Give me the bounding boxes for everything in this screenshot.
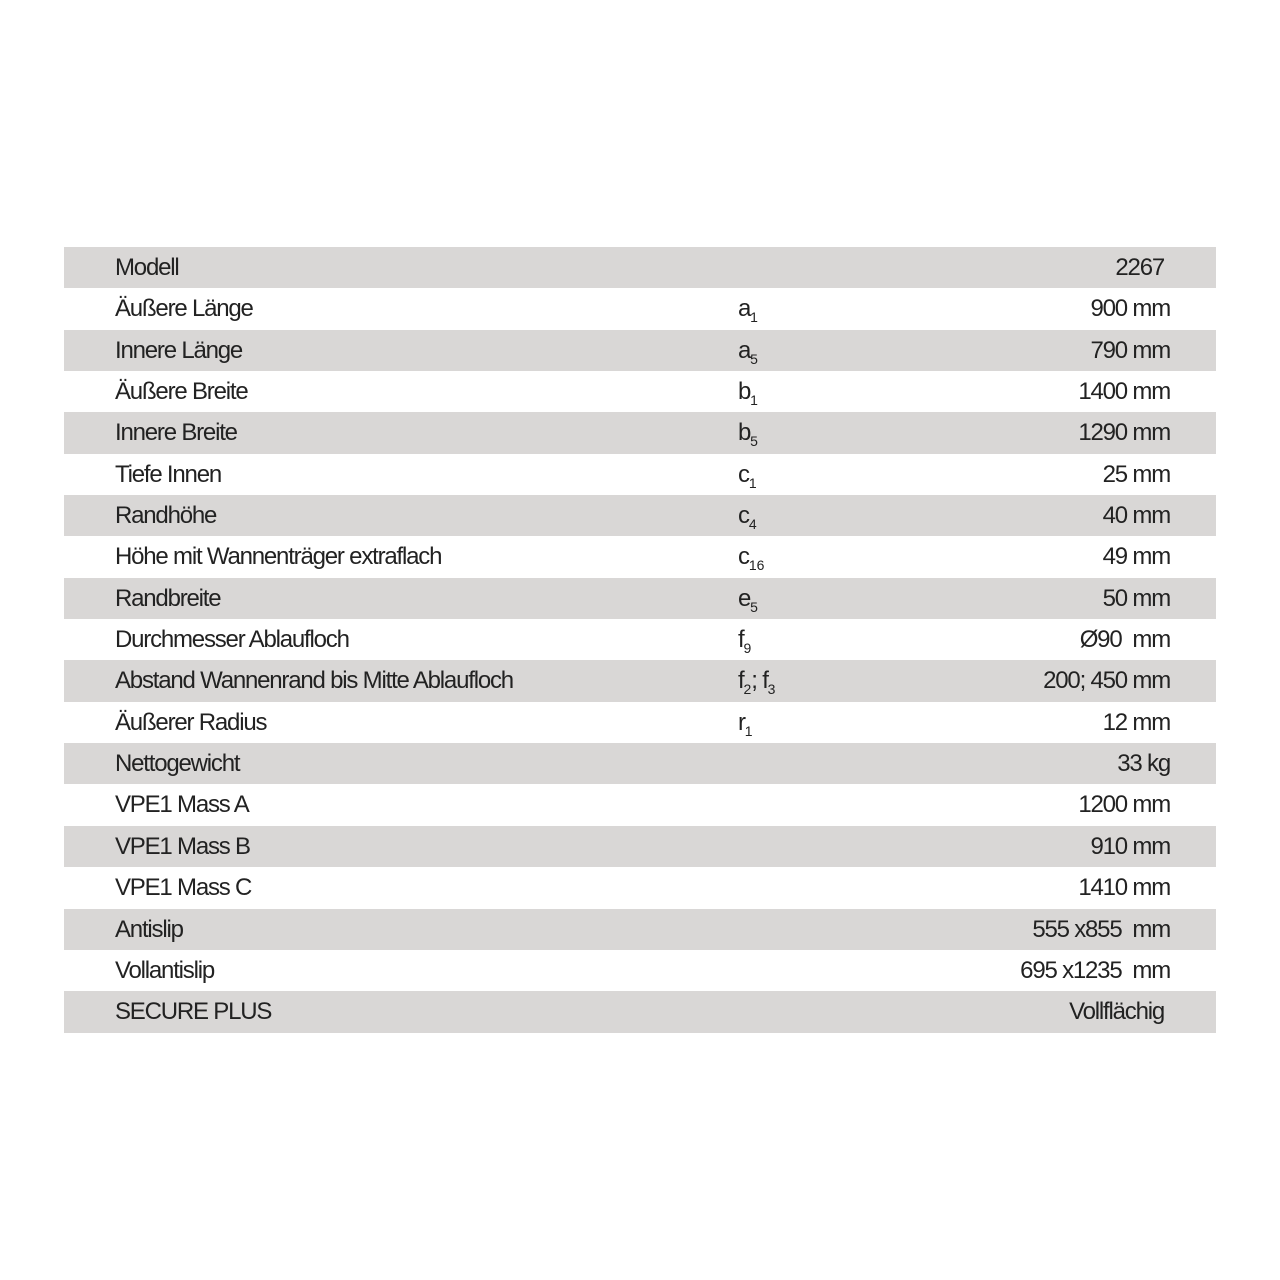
spec-value: 910 mm <box>1090 832 1170 860</box>
spec-label: VPE1 Mass C <box>115 874 252 902</box>
spec-label: Antislip <box>115 915 183 943</box>
spec-value: 200; 450 mm <box>1043 667 1170 695</box>
spec-symbol: $f_9$ <box>738 626 752 657</box>
spec-value: 33 kg <box>1117 750 1170 778</box>
spec-row-aeussere-laenge <box>64 288 1216 329</box>
spec-row-randbreite <box>64 578 1216 619</box>
spec-value: 50 mm <box>1102 584 1170 612</box>
spec-value: 49 mm <box>1102 543 1170 571</box>
spec-row-nettogewicht <box>64 743 1216 784</box>
spec-row-antislip <box>64 909 1216 950</box>
spec-row-aeussere-breite <box>64 371 1216 412</box>
spec-label: Vollantislip <box>115 956 215 984</box>
spec-row-innere-breite <box>64 412 1216 453</box>
spec-symbol: $e_5$ <box>738 584 758 615</box>
spec-label: Nettogewicht <box>115 750 240 778</box>
spec-label: Innere Breite <box>115 419 237 447</box>
spec-label: Innere Länge <box>115 336 243 364</box>
spec-value: 1410 mm <box>1078 874 1170 902</box>
spec-row-abstand-wannenrand <box>64 660 1216 701</box>
spec-symbol: $b_5$ <box>738 419 758 450</box>
spec-label: Tiefe Innen <box>115 460 221 488</box>
spec-table <box>64 247 1216 1033</box>
spec-row-vpe1-mass-c <box>64 867 1216 908</box>
spec-symbol: $a_1$ <box>738 295 758 326</box>
spec-label: Äußere Breite <box>115 378 248 406</box>
spec-label: Randbreite <box>115 584 221 612</box>
spec-row-aeusserer-radius <box>64 702 1216 743</box>
spec-row-hoehe-mit-wannentraeger <box>64 536 1216 577</box>
spec-value: 555 x855 mm <box>1032 915 1170 943</box>
spec-symbol: $c_1$ <box>738 460 757 491</box>
spec-label: Abstand Wannenrand bis Mitte Ablaufloch <box>115 667 513 695</box>
spec-value: 40 mm <box>1102 502 1170 530</box>
spec-row-durchmesser-ablaufloch <box>64 619 1216 660</box>
spec-label: Durchmesser Ablaufloch <box>115 626 349 654</box>
spec-symbol: $b_1$ <box>738 378 758 409</box>
spec-value: 790 mm <box>1090 336 1170 364</box>
spec-row-randhoehe <box>64 495 1216 536</box>
spec-value: Ø90 mm <box>1079 626 1170 654</box>
spec-value: 12 mm <box>1102 708 1170 736</box>
spec-row-innere-laenge <box>64 330 1216 371</box>
spec-row-vpe1-mass-a <box>64 784 1216 825</box>
spec-value: 25 mm <box>1102 460 1170 488</box>
spec-symbol: $r_1$ <box>738 708 753 739</box>
spec-label: Äußerer Radius <box>115 708 267 736</box>
spec-label: SECURE PLUS <box>115 998 272 1026</box>
spec-value: 1400 mm <box>1078 378 1170 406</box>
spec-row-vpe1-mass-b <box>64 826 1216 867</box>
spec-symbol: $a_5$ <box>738 336 758 367</box>
spec-value: 1290 mm <box>1078 419 1170 447</box>
spec-value: 1200 mm <box>1078 791 1170 819</box>
spec-value: 2267 <box>1115 254 1164 281</box>
spec-symbol: $c_{16}$ <box>738 543 765 574</box>
spec-value: 900 mm <box>1090 295 1170 323</box>
spec-label: Höhe mit Wannenträger extraflach <box>115 543 442 571</box>
spec-label: Randhöhe <box>115 502 217 530</box>
spec-row-secure-plus <box>64 991 1216 1032</box>
spec-label: Äußere Länge <box>115 295 253 323</box>
spec-label: VPE1 Mass B <box>115 832 250 860</box>
spec-label: Modell <box>115 254 179 281</box>
spec-row-tiefe-innen <box>64 454 1216 495</box>
spec-value: 695 x1235 mm <box>1020 956 1170 984</box>
spec-value: Vollflächig <box>1069 998 1164 1026</box>
spec-label: VPE1 Mass A <box>115 791 249 819</box>
spec-symbol: $f_2$; $f_3$ <box>738 667 776 698</box>
spec-symbol: $c_4$ <box>738 502 757 533</box>
spec-row-vollantislip <box>64 950 1216 991</box>
spec-row-modell <box>64 247 1216 288</box>
